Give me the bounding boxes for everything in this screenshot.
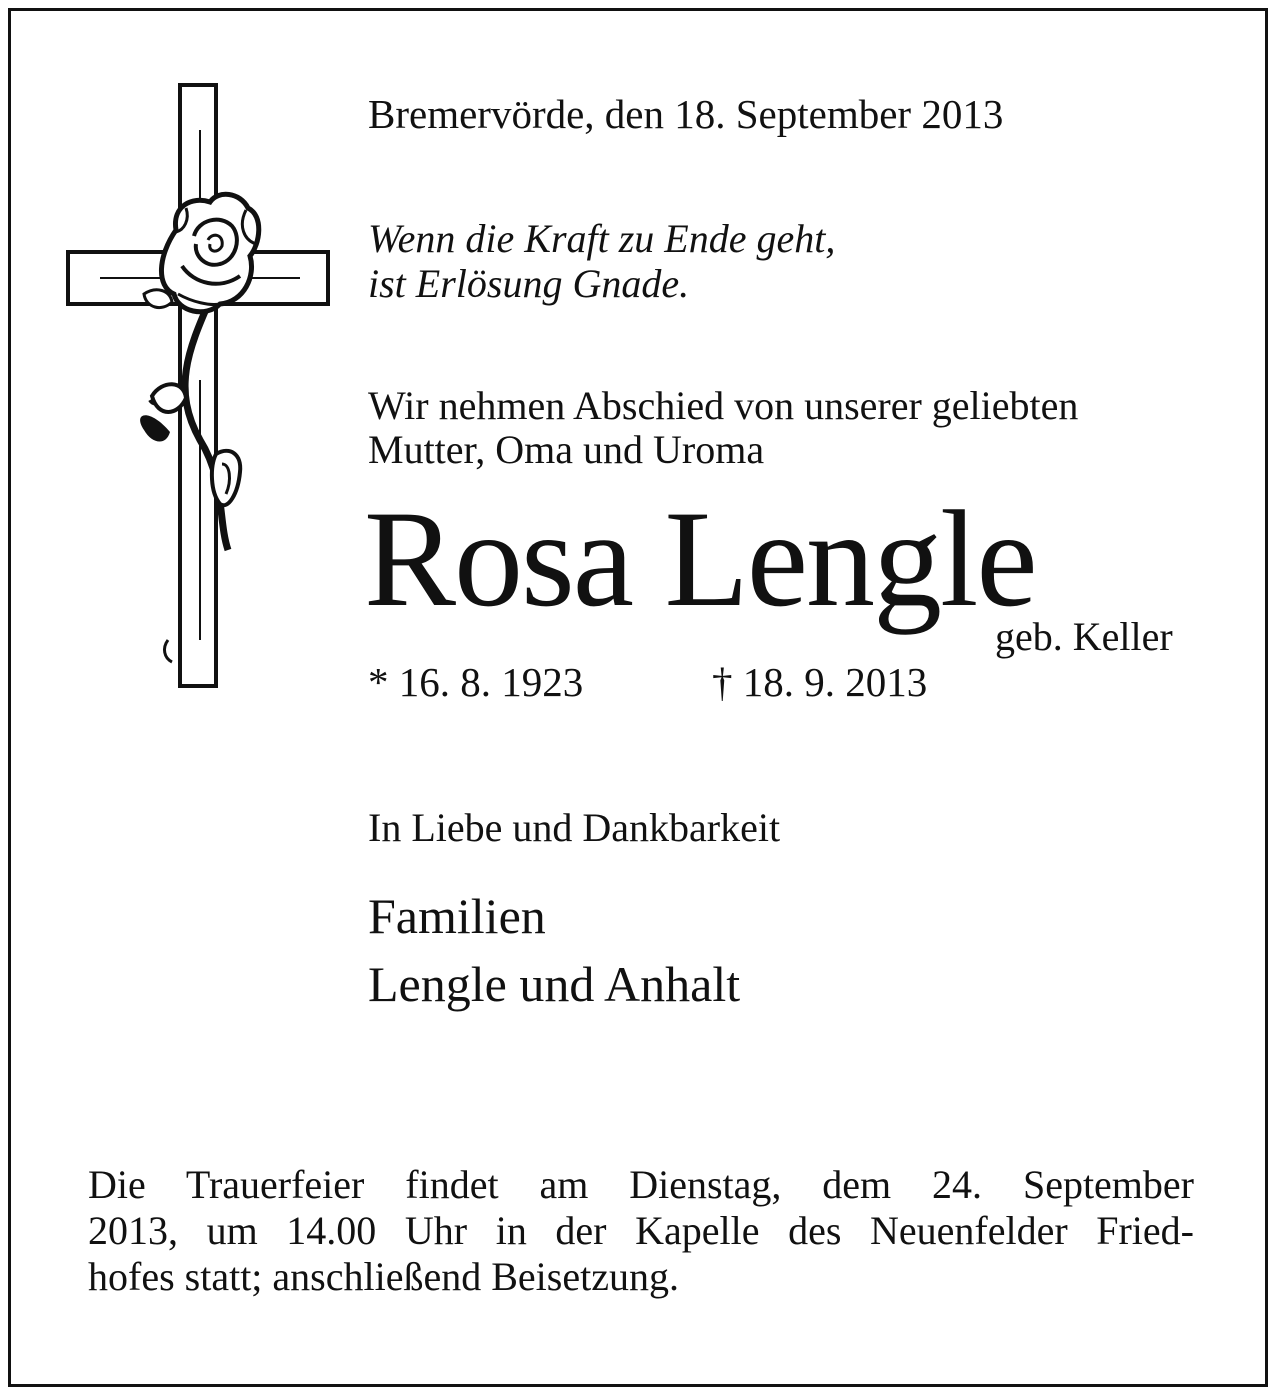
memorial-verse — [368, 216, 835, 306]
cross-with-rose-icon — [60, 80, 340, 700]
service-line: 2013, um 14.00 Uhr in der Kapelle des Neuenfelder Fried- — [88, 1208, 1194, 1253]
deceased-name: Rosa Lengle — [364, 482, 1036, 635]
service-line: Die Trauerfeier findet am Dienstag, dem 24. September — [88, 1162, 1194, 1207]
farewell-line: Mutter, Oma und Uroma — [368, 427, 765, 472]
farewell-text — [368, 384, 1078, 472]
family-line: Familien — [368, 888, 546, 944]
maiden-name: geb. Keller — [995, 614, 1173, 659]
family-names — [368, 882, 740, 1018]
birth-date: * 16. 8. 1923 — [368, 659, 584, 705]
gratitude-line: In Liebe und Dankbarkeit — [368, 805, 781, 850]
service-line: hofes statt; anschließend Beisetzung. — [88, 1254, 679, 1299]
farewell-line: Wir nehmen Abschied von unserer geliebten — [368, 383, 1079, 428]
place-and-date: Bremervörde, den 18. September 2013 — [368, 91, 1004, 137]
family-line: Lengle und Anhalt — [368, 956, 741, 1012]
funeral-service-info — [88, 1162, 1194, 1300]
verse-line: ist Erlösung Gnade. — [368, 261, 690, 306]
verse-line: Wenn die Kraft zu Ende geht, — [368, 216, 836, 261]
death-date: † 18. 9. 2013 — [712, 659, 928, 705]
